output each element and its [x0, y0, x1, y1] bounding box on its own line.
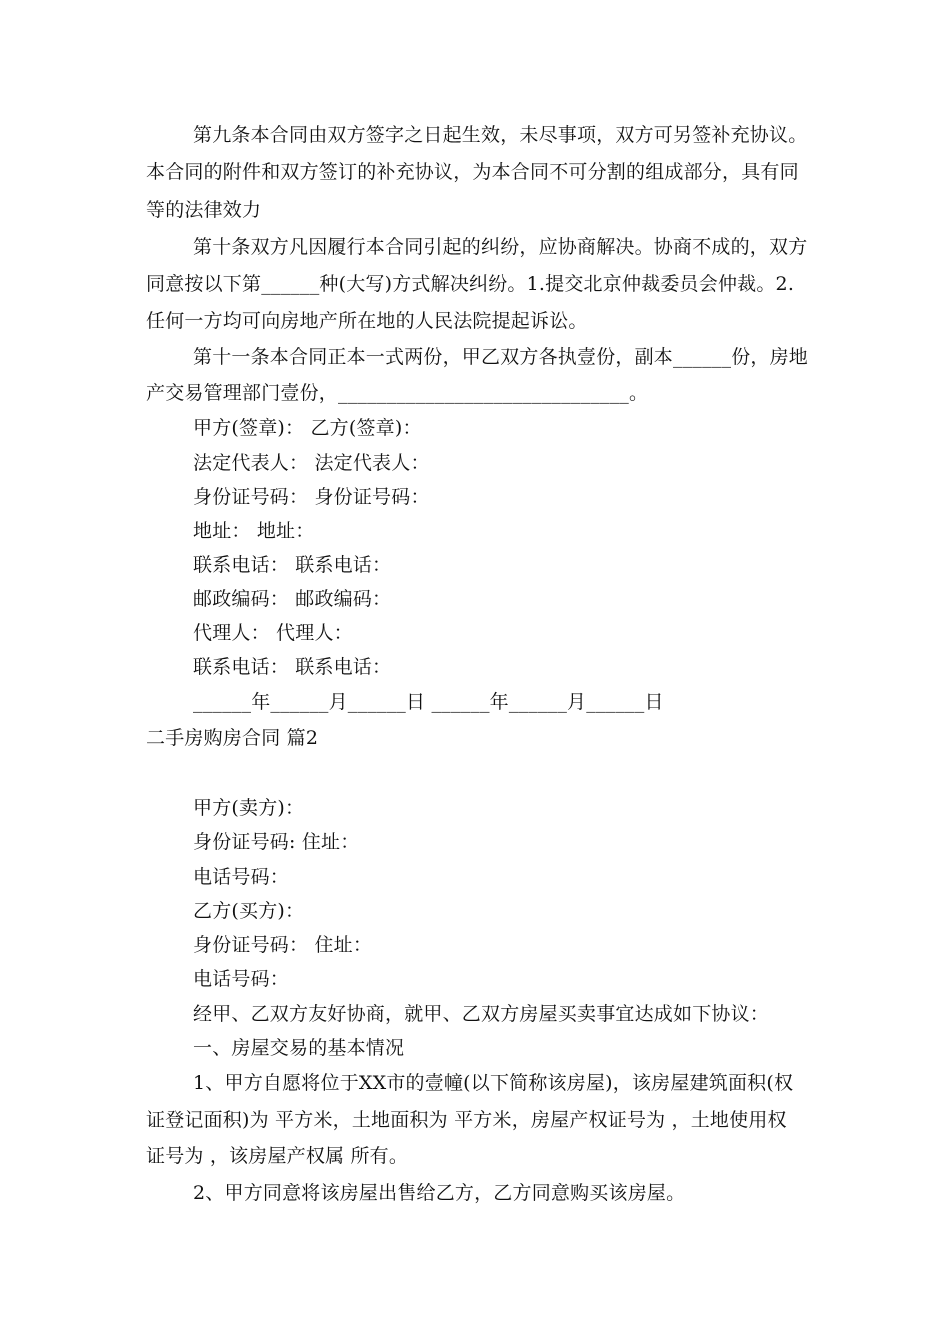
- article-title: 一、房屋交易的基本情况: [193, 1037, 405, 1059]
- paragraph-line: 第九条本合同由双方签字之日起生效，未尽事项，双方可另签补充协议。: [193, 124, 808, 146]
- paragraph-line: 本合同的附件和双方签订的补充协议，为本合同不可分割的组成部分，具有同: [146, 161, 799, 183]
- signature-line: 联系电话： 联系电话：: [193, 554, 392, 576]
- date-line: ______年______月______日 ______年______月______日: [193, 691, 664, 713]
- paragraph-line: 第十条双方凡因履行本合同引起的纠纷，应协商解决。协商不成的，双方: [193, 236, 808, 258]
- paragraph-line: 任何一方均可向房地产所在地的人民法院提起诉讼。: [146, 310, 588, 332]
- clause-line: 证登记面积)为 平方米，土地面积为 平方米，房屋产权证号为 ，土地使用权: [146, 1109, 787, 1131]
- clause-line: 证号为 ，该房屋产权属 所有。: [146, 1145, 409, 1167]
- signature-line: 联系电话： 联系电话：: [193, 656, 392, 678]
- signature-line: 邮政编码： 邮政编码：: [193, 588, 392, 610]
- paragraph-line: 第十一条本合同正本一式两份，甲乙双方各执壹份，副本______份，房地: [193, 346, 809, 368]
- signature-line: 地址： 地址：: [193, 520, 315, 542]
- signature-line: 甲方(签章)： 乙方(签章)：: [193, 417, 422, 439]
- section-heading: 二手房购房合同 篇2: [146, 727, 319, 749]
- party-line: 身份证号码： 住址：: [193, 934, 373, 956]
- clause-line: 2、甲方同意将该房屋出售给乙方，乙方同意购买该房屋。: [193, 1182, 686, 1204]
- intro-paragraph: 经甲、乙双方友好协商，就甲、乙双方房屋买卖事宜达成如下协议：: [193, 1003, 770, 1025]
- party-line: 甲方(卖方)：: [193, 797, 305, 819]
- signature-line: 代理人： 代理人：: [193, 622, 353, 644]
- paragraph-line: 等的法律效力: [146, 199, 262, 221]
- party-line: 电话号码：: [193, 968, 290, 990]
- clause-line: 1、甲方自愿将位于XX市的壹幢(以下简称该房屋)，该房屋建筑面积(权: [193, 1072, 794, 1094]
- party-line: 电话号码：: [193, 866, 290, 888]
- paragraph-line: 同意按以下第______种(大写)方式解决纠纷。1.提交北京仲裁委员会仲裁。2.: [146, 273, 795, 295]
- party-line: 乙方(买方)：: [193, 900, 305, 922]
- paragraph-line: 产交易管理部门壹份，______________________________。: [146, 382, 649, 404]
- signature-line: 身份证号码： 身份证号码：: [193, 486, 430, 508]
- party-line: 身份证号码: 住址：: [193, 831, 360, 853]
- signature-line: 法定代表人： 法定代表人：: [193, 452, 430, 474]
